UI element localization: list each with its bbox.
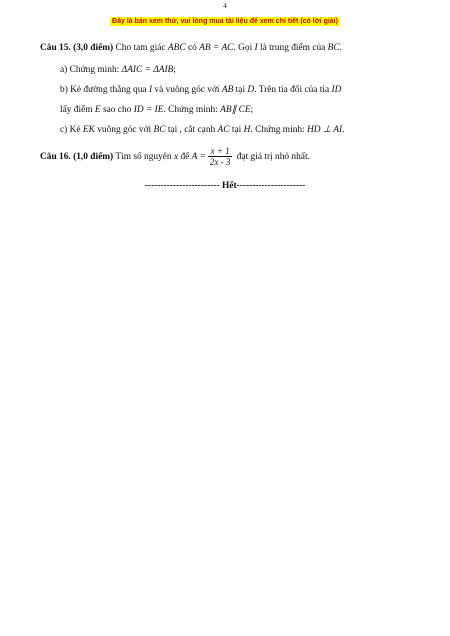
q15-b2-math-eq: ID = IE [133, 105, 164, 115]
q15-part-b-line2 [60, 104, 253, 116]
q15-text-3: . Gọi [233, 43, 255, 53]
q15-statement [40, 42, 342, 54]
q15-c-math-bc: BC [153, 125, 166, 135]
q16-text-1: Tìm số nguyên [113, 152, 174, 162]
q16-statement [40, 146, 310, 168]
page-number: 4 [223, 1, 227, 10]
q15-text-5: . [339, 43, 342, 53]
q16-math-a: A = [191, 152, 206, 162]
q16-fraction-numerator: x + 1 [208, 146, 233, 157]
q15-b1-text-1: b) Kẻ đường thẳng qua [60, 85, 149, 95]
q15-b1-text-4: . Trên tia đối của tia [254, 85, 332, 95]
q15-part-c [60, 124, 344, 136]
q15-a-end: ; [173, 65, 176, 75]
q15-c-text-4: tại [229, 125, 244, 135]
q15-b2-math-e: E [94, 105, 101, 115]
q15-b1-math-id: ID [331, 85, 342, 95]
q15-b2-text-1: lấy điểm [60, 105, 95, 115]
q16-text-3: đạt giá trị nhỏ nhất. [234, 152, 310, 162]
q16-text-2: để [178, 152, 192, 162]
q15-c-math-perp: HD ⊥ AI [307, 125, 343, 135]
q15-label: Câu 15. (3,0 điểm) [40, 43, 114, 53]
q15-c-text-3: tại , cắt cạnh [165, 125, 218, 135]
q15-b2-text-2: sao cho [100, 105, 134, 115]
q15-part-b-line1 [60, 84, 341, 96]
q16-math-x: x [173, 152, 179, 162]
q15-a-label: a) Chứng minh: [60, 65, 122, 75]
watermark-banner [0, 10, 450, 28]
q15-text-1: Cho tam giác [113, 43, 168, 53]
q15-b2-text-4: ; [250, 105, 254, 115]
q15-a-math: ΔAIC = ΔAIB [121, 65, 174, 75]
q15-b2-text-3: . Chứng minh: [163, 105, 221, 115]
watermark-text: Đây là bản xem thử, vui lòng mua tài liệu để xem chi tiết (có lời giải) [112, 18, 338, 25]
q16-label: Câu 16. (1,0 điểm) [40, 152, 114, 162]
q15-text-2: có [185, 43, 200, 53]
q15-text-4: là trung điểm của [257, 43, 328, 53]
q15-c-math-ac: AC [217, 125, 230, 135]
q15-c-text-1: c) Kẻ [60, 125, 83, 135]
q15-math-abc: ABC [167, 43, 186, 53]
q15-c-text-2: vuông góc với [94, 125, 154, 135]
q15-b1-math-d: D [247, 85, 255, 95]
q15-c-math-ek: EK [82, 125, 95, 135]
q16-fraction-denominator: 2x - 3 [209, 157, 231, 168]
q15-b1-math-ab: AB [221, 85, 234, 95]
q15-b1-text-3: tại [233, 85, 248, 95]
q15-b2-math-par: AB∥ CE [220, 105, 251, 115]
q15-b1-math-i: I [148, 85, 153, 95]
q15-b1-text-2: và vuông góc với [152, 85, 222, 95]
q15-part-a [60, 64, 176, 76]
q15-c-text-6: . [342, 125, 345, 135]
q16-fraction [208, 146, 233, 167]
q15-math-bc: BC [327, 43, 340, 53]
end-marker: ------------------------ Hết---------------------- [144, 181, 306, 191]
q15-c-text-5: . Chứng minh: [250, 125, 308, 135]
q15-c-math-h: H [243, 125, 251, 135]
q15-math-i: I [254, 43, 258, 53]
q15-math-eq: AB = AC [199, 43, 234, 53]
